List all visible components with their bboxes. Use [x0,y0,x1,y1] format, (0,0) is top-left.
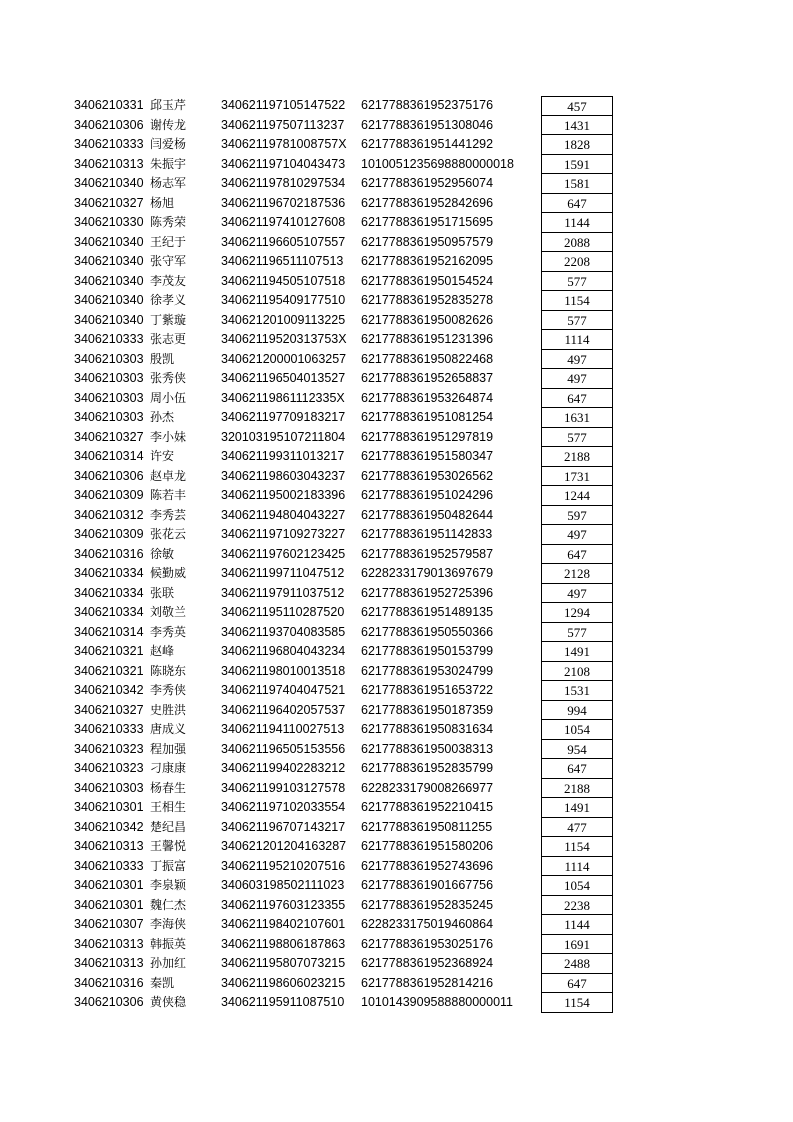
village-code-cell: 3406210316 [74,975,144,990]
bank-account-cell: 6217788361950822468 [361,351,494,366]
amount-cell: 1144 [541,915,613,935]
bank-account-cell: 6217788361951231396 [361,332,494,346]
bank-account-cell: 6217788361950153799 [361,644,494,658]
bank-account-cell: 6217788361953026562 [361,468,494,483]
bank-account-cell: 6217788361951142833 [361,527,493,541]
id-number-cell: 340621199402283212 [221,761,346,775]
table-row [0,408,793,428]
table-row [0,194,793,214]
name-cell: 程加强 [150,741,187,756]
name-cell: 韩振英 [150,936,187,951]
id-number-cell: 340621198806187863 [221,936,346,951]
village-code-cell: 3406210342 [74,819,144,834]
name-cell: 刘敬兰 [150,605,187,619]
name-cell: 张志更 [150,332,187,346]
table-row [0,662,793,682]
name-cell: 刁康康 [150,761,187,775]
amount-cell: 1431 [541,116,613,136]
amount-cell: 577 [541,272,613,292]
amount-cell: 477 [541,818,613,838]
bank-account-cell: 6217788361952375176 [361,98,494,112]
village-code-cell: 3406210316 [74,546,144,561]
id-number-cell: 34062119781008757X [221,137,347,151]
id-number-cell: 340621197102033554 [221,800,346,814]
amount-cell: 497 [541,525,613,545]
village-code-cell: 3406210340 [74,293,144,307]
amount-cell: 1828 [541,135,613,155]
bank-account-cell: 6217788361951024296 [361,488,494,502]
table-row [0,525,793,545]
village-code-cell: 3406210327 [74,429,144,444]
name-cell: 史胜洪 [150,702,187,717]
name-cell: 徐敏 [150,546,175,561]
amount-cell: 647 [541,759,613,779]
amount-cell: 497 [541,350,613,370]
village-code-cell: 3406210333 [74,722,144,736]
name-cell: 候勤威 [150,566,187,580]
id-number-cell: 340621196402057537 [221,702,346,717]
village-code-cell: 3406210303 [74,390,144,405]
id-number-cell: 340603198502111023 [221,878,345,892]
amount-cell: 1491 [541,798,613,818]
village-code-cell: 3406210327 [74,702,144,717]
table-row [0,233,793,253]
name-cell: 许安 [150,449,175,463]
amount-cell: 647 [541,545,613,565]
bank-account-cell: 6217788361952814216 [361,975,494,990]
amount-cell: 1144 [541,213,613,233]
table-row [0,486,793,506]
bank-account-cell: 6217788361951653722 [361,683,494,697]
name-cell: 李秀芸 [150,507,187,522]
amount-cell: 2108 [541,662,613,682]
id-number-cell: 340621193704083585 [221,624,346,639]
village-code-cell: 3406210334 [74,585,144,600]
table-row [0,701,793,721]
amount-cell: 2238 [541,896,613,916]
village-code-cell: 3406210333 [74,137,144,151]
amount-cell: 647 [541,194,613,214]
bank-account-cell: 6217788361951297819 [361,429,494,444]
amount-cell: 2488 [541,954,613,974]
table-row [0,740,793,760]
id-number-cell: 340621197410127608 [221,215,346,229]
bank-account-cell: 6217788361951715695 [361,215,494,229]
bank-account-cell: 6217788361952658837 [361,371,494,385]
bank-account-cell: 6217788361952835245 [361,897,494,912]
name-cell: 闫爱杨 [150,137,187,151]
name-cell: 王相生 [150,800,187,814]
bank-account-cell: 1010051235698880000018 [361,156,514,171]
table-row [0,837,793,857]
amount-cell: 457 [541,96,613,116]
village-code-cell: 3406210342 [74,683,144,697]
table-row [0,96,793,116]
bank-account-cell: 6217788361951489135 [361,605,494,619]
name-cell: 邱玉芹 [150,98,187,112]
id-number-cell: 340621196504013527 [221,371,346,385]
amount-cell: 597 [541,506,613,526]
amount-cell: 1294 [541,603,613,623]
table-row [0,213,793,233]
id-number-cell: 340621196505153556 [221,741,346,756]
table-row [0,272,793,292]
table-row [0,350,793,370]
id-number-cell: 340621197810297534 [221,176,346,190]
bank-account-cell: 1010143909588880000011 [361,995,514,1009]
village-code-cell: 3406210313 [74,839,144,853]
id-number-cell: 340621195110287520 [221,605,345,619]
id-number-cell: 340621195911087510 [221,995,345,1009]
name-cell: 唐成义 [150,722,187,736]
bank-account-cell: 6217788361951580206 [361,839,494,853]
name-cell: 徐孝义 [150,293,187,307]
bank-account-cell: 6217788361952725396 [361,585,494,600]
name-cell: 张秀侠 [150,371,187,385]
table-row [0,135,793,155]
bank-account-cell: 6217788361951580347 [361,449,494,463]
bank-account-cell: 6217788361901667756 [361,878,494,892]
table-row [0,291,793,311]
amount-cell: 2208 [541,252,613,272]
id-number-cell: 340621194804043227 [221,507,346,522]
table-row [0,681,793,701]
bank-account-cell: 6217788361952842696 [361,195,494,210]
name-cell: 孙杰 [150,410,175,424]
id-number-cell: 340621200001063257 [221,351,347,366]
amount-cell: 1581 [541,174,613,194]
bank-account-cell: 6217788361950811255 [361,819,493,834]
amount-cell: 994 [541,701,613,721]
bank-account-cell: 6217788361952956074 [361,176,494,190]
table-row [0,174,793,194]
name-cell: 丁振富 [150,858,187,873]
table-row [0,252,793,272]
id-number-cell: 340621198402107601 [221,917,346,931]
name-cell: 李秀侠 [150,683,187,697]
village-code-cell: 3406210340 [74,273,144,288]
village-code-cell: 3406210323 [74,761,144,775]
id-number-cell: 320103195107211804 [221,429,346,444]
name-cell: 周小伍 [150,390,187,405]
bank-account-cell: 6217788361950038313 [361,741,494,756]
village-code-cell: 3406210303 [74,410,144,424]
village-code-cell: 3406210313 [74,956,144,970]
table-row [0,818,793,838]
table-row [0,935,793,955]
bank-account-cell: 6217788361951081254 [361,410,494,424]
bank-account-cell: 6228233179008266977 [361,780,494,795]
bank-account-cell: 6217788361951308046 [361,117,494,132]
bank-account-cell: 6217788361953264874 [361,390,494,405]
village-code-cell: 3406210303 [74,351,144,366]
table-row [0,623,793,643]
name-cell: 陈晓东 [150,663,187,678]
village-code-cell: 3406210340 [74,234,144,249]
name-cell: 杨春生 [150,780,187,795]
table-row [0,876,793,896]
bank-account-cell: 6217788361952210415 [361,800,494,814]
bank-account-cell: 6217788361950831634 [361,722,494,736]
bank-account-cell: 6217788361952835799 [361,761,494,775]
village-code-cell: 3406210333 [74,858,144,873]
table-row [0,857,793,877]
amount-cell: 1114 [541,857,613,877]
amount-cell: 497 [541,584,613,604]
village-code-cell: 3406210301 [74,897,144,912]
village-code-cell: 3406210334 [74,566,144,580]
id-number-cell: 340621197109273227 [221,527,346,541]
village-code-cell: 3406210323 [74,741,144,756]
village-code-cell: 3406210327 [74,195,144,210]
name-cell: 殷凯 [150,351,175,366]
table-row [0,545,793,565]
id-number-cell: 34062119861112335X [221,390,345,405]
id-number-cell: 340621197105147522 [221,98,346,112]
name-cell: 谢传龙 [150,117,187,132]
amount-cell: 1154 [541,837,613,857]
amount-cell: 1591 [541,155,613,175]
name-cell: 张联 [150,585,175,600]
id-number-cell: 340621198603043237 [221,468,346,483]
village-code-cell: 3406210313 [74,156,144,171]
id-number-cell: 340621196702187536 [221,195,346,210]
table-row [0,798,793,818]
table-row [0,311,793,331]
village-code-cell: 3406210314 [74,624,144,639]
bank-account-cell: 6217788361950082626 [361,312,494,327]
id-number-cell: 340621196605107557 [221,234,346,249]
name-cell: 赵卓龙 [150,468,187,483]
bank-account-cell: 6217788361952743696 [361,858,494,873]
id-number-cell: 340621194110027513 [221,722,345,736]
amount-cell: 497 [541,369,613,389]
table-row [0,642,793,662]
village-code-cell: 3406210340 [74,254,144,268]
id-number-cell: 340621201009113225 [221,312,346,327]
id-number-cell: 340621196707143217 [221,819,346,834]
village-code-cell: 3406210321 [74,644,144,658]
table-row [0,369,793,389]
table-row [0,779,793,799]
bank-account-cell: 6228233175019460864 [361,917,494,931]
table-row [0,603,793,623]
village-code-cell: 3406210340 [74,312,144,327]
id-number-cell: 340621195210207516 [221,858,346,873]
bank-account-cell: 6217788361951441292 [361,137,494,151]
name-cell: 李小妹 [150,429,187,444]
amount-cell: 2188 [541,779,613,799]
village-code-cell: 3406210312 [74,507,144,522]
table-row [0,896,793,916]
name-cell: 李泉颖 [150,878,187,892]
bank-account-cell: 6217788361952835278 [361,293,494,307]
village-code-cell: 3406210309 [74,488,144,502]
table-row [0,954,793,974]
bank-account-cell: 6217788361950550366 [361,624,494,639]
amount-cell: 647 [541,389,613,409]
name-cell: 李茂友 [150,273,187,288]
village-code-cell: 3406210340 [74,176,144,190]
name-cell: 李海侠 [150,917,187,931]
id-number-cell: 340621197404047521 [221,683,346,697]
bank-account-cell: 6217788361950482644 [361,507,494,522]
village-code-cell: 3406210334 [74,605,144,619]
name-cell: 丁紫璇 [150,312,187,327]
id-number-cell: 340621197602123425 [221,546,346,561]
amount-cell: 2088 [541,233,613,253]
name-cell: 孙加红 [150,956,187,970]
amount-cell: 1691 [541,935,613,955]
name-cell: 张花云 [150,527,187,541]
table-row [0,389,793,409]
village-code-cell: 3406210303 [74,780,144,795]
village-code-cell: 3406210309 [74,527,144,541]
name-cell: 朱振宇 [150,156,187,171]
village-code-cell: 3406210314 [74,449,144,463]
table-row [0,720,793,740]
id-number-cell: 34062119520313753X [221,332,347,346]
id-number-cell: 340621196804043234 [221,644,346,658]
id-number-cell: 340621197911037512 [221,585,345,600]
amount-cell: 1054 [541,876,613,896]
village-code-cell: 3406210306 [74,995,144,1009]
table-row [0,584,793,604]
village-code-cell: 3406210313 [74,936,144,951]
id-number-cell: 340621197104043473 [221,156,346,171]
bank-account-cell: 6217788361950154524 [361,273,494,288]
id-number-cell: 340621197709183217 [221,410,346,424]
amount-cell: 1491 [541,642,613,662]
amount-cell: 1631 [541,408,613,428]
id-number-cell: 340621195002183396 [221,488,346,502]
amount-cell: 647 [541,974,613,994]
table-row [0,155,793,175]
village-code-cell: 3406210306 [74,468,144,483]
table-row [0,506,793,526]
amount-cell: 577 [541,623,613,643]
id-number-cell: 340621201204163287 [221,839,347,853]
table-row [0,915,793,935]
village-code-cell: 3406210306 [74,117,144,132]
bank-account-cell: 6228233179013697679 [361,566,494,580]
name-cell: 黄侠稳 [150,995,187,1009]
amount-cell: 1154 [541,291,613,311]
amount-cell: 577 [541,311,613,331]
amount-cell: 2128 [541,564,613,584]
village-code-cell: 3406210321 [74,663,144,678]
amount-cell: 577 [541,428,613,448]
id-number-cell: 340621197603123355 [221,897,346,912]
village-code-cell: 3406210301 [74,878,144,892]
id-number-cell: 340621196511107513 [221,254,344,268]
table-row [0,447,793,467]
bank-account-cell: 6217788361953025176 [361,936,494,951]
name-cell: 张守军 [150,254,187,268]
bank-account-cell: 6217788361952162095 [361,254,494,268]
village-code-cell: 3406210301 [74,800,144,814]
amount-cell: 1731 [541,467,613,487]
name-cell: 陈秀荣 [150,215,187,229]
table-row [0,467,793,487]
name-cell: 李秀英 [150,624,187,639]
village-code-cell: 3406210307 [74,917,144,931]
name-cell: 魏仁杰 [150,897,187,912]
name-cell: 王纪于 [150,234,187,249]
amount-cell: 2188 [541,447,613,467]
name-cell: 杨志军 [150,176,187,190]
id-number-cell: 340621199103127578 [221,780,346,795]
id-number-cell: 340621199711047512 [221,566,345,580]
bank-account-cell: 6217788361950957579 [361,234,494,249]
table-row [0,564,793,584]
amount-cell: 954 [541,740,613,760]
spreadsheet-table [0,96,793,1013]
id-number-cell: 340621195409177510 [221,293,346,307]
amount-cell: 1531 [541,681,613,701]
amount-cell: 1054 [541,720,613,740]
name-cell: 王馨悦 [150,839,187,853]
id-number-cell: 340621199311013217 [221,449,345,463]
village-code-cell: 3406210303 [74,371,144,385]
table-row [0,330,793,350]
name-cell: 秦凯 [150,975,175,990]
id-number-cell: 340621194505107518 [221,273,346,288]
village-code-cell: 3406210333 [74,332,144,346]
id-number-cell: 340621197507113237 [221,117,345,132]
village-code-cell: 3406210330 [74,215,144,229]
bank-account-cell: 6217788361950187359 [361,702,494,717]
bank-account-cell: 6217788361952368924 [361,956,494,970]
id-number-cell: 340621195807073215 [221,956,346,970]
table-row [0,759,793,779]
amount-cell: 1114 [541,330,613,350]
table-row [0,116,793,136]
village-code-cell: 3406210331 [74,98,144,112]
table-row [0,993,793,1013]
name-cell: 赵峰 [150,644,175,658]
name-cell: 杨旭 [150,195,175,210]
amount-cell: 1244 [541,486,613,506]
name-cell: 楚纪昌 [150,819,187,834]
table-row [0,974,793,994]
table-row [0,428,793,448]
bank-account-cell: 6217788361952579587 [361,546,494,561]
id-number-cell: 340621198010013518 [221,663,346,678]
name-cell: 陈若丰 [150,488,187,502]
id-number-cell: 340621198606023215 [221,975,346,990]
bank-account-cell: 6217788361953024799 [361,663,494,678]
amount-cell: 1154 [541,993,613,1013]
